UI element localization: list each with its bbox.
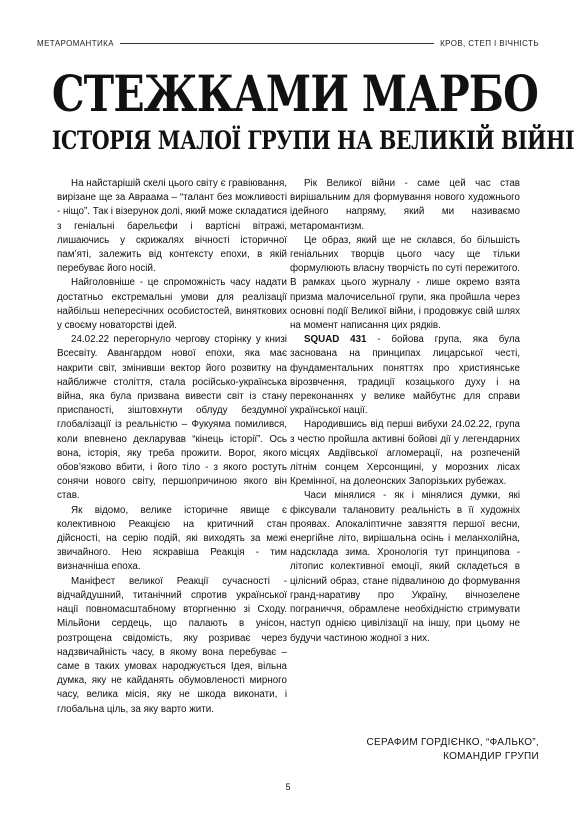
running-header [37,36,539,50]
paragraph-text: Народившись від перші вибухи 24.02.22, група з честю пройшла активні бойові дії у легендарних місцях Авдіївської агломерації, на розпеченій літнім сонцем Херсонщині, у морозних лісах Кремінної, на долеонских Запорізьких рубежах. [290,419,520,488]
page-number: 5 [285,782,291,792]
paragraph [290,418,520,489]
header-chapter-label: КРОВ, СТЕП І ВІЧНІСТЬ [440,38,539,48]
paragraph: Найголовніше - це спроможність часу надати достатньо екстремальні умови для реалізації найбільш непересічних особистостей, виняткових у своєму новаторстві ідей. [57,277,287,332]
author-name: СЕРАФИМ ГОРДІЄНКО, “ФАЛЬКО”, [366,737,539,748]
paragraph [290,333,520,418]
paragraph-text: Рік Великої війни - саме цей час став вирішальним для формування нового художнього ідейного напряму, який ми називаємо метаромантизм. [290,178,520,232]
paragraph: На найстарішій скелі цього світу є гравіювання, вирізане ще за Авраама – “талант без можливості - ніщо”. Так і візерунок долі, який може складатися з геніальні барельєфи і вартісні вітражі, лишаючись у скрижалях вічності історичної пам’яті, залежить від контексту епохи, в якій перебуває його носій. [57,178,287,275]
header-section-label: МЕТАРОМАНТИКА [37,38,114,48]
paragraph: Маніфест великої Реакції сучасності - відчайдушний, титанічний спротив української нації повномасштабному вторгненню зі Сходу. Мільйони сердець, що палають в унісон, розтрощена свідомість, яку розриває через надзвичайність часу, в якому вона перебуває – саме в таких умовах народжується Ідея, вільна думка, яку не кайданять обумовленості мирного часу, велика місія, яку не шкода виконати, і глобальна ціль, за яку варто жити. [57,575,287,715]
right-column [290,177,520,646]
paragraph [290,234,520,333]
paragraph [290,489,520,645]
paragraph: Як відомо, велике історичне явище є колективною Реакцією на критичний стан дійсності, на серію подій, які виходять за межі звичайного. Нею яскравіша Реакція - тим визначніша епоха. [57,504,287,573]
left-column [57,177,287,717]
author-signature [239,736,539,764]
paragraph-text: Часи мінялися - як і мінялися думки, які фіксували талановиту реальність в її художніх проявах. Апокаліптичне завзяття першої весни, енергійне літо, вирішальна осінь і меланхолійна, надсклада зима. Хронологія тут принципова - літопис колективної емоції, який складеться в цілісний образ, стане підвалиною до формування гранд-наративу про Україну, вічнозелене пограниччя, обрамлене необхідністю стримувати наступ однією цивілізації на іншу, при цьому не будучи частиною жодної з них. [290,490,520,644]
article-title: СТЕЖКАМИ МАРБО [51,64,538,123]
header-rule [120,43,434,44]
paragraph-text: Це образ, який ще не склався, бо більшість геніальних творців цього часу ще тільки формулюють власну творчість по суті пережитого. В рамках цього журналу - лише окремо взята призма малочисельної групи, яка пройшла через основні події Великої війни, і продовжує свій шлях на момент написання цих рядків. [290,234,520,332]
article-subtitle: ІСТОРІЯ МАЛОЇ ГРУПИ НА ВЕЛИКІЙ ВІЙНІ [51,126,575,155]
author-role: КОМАНДИР ГРУПИ [443,751,539,762]
squad-name: SQUAD 431 [304,334,367,346]
paragraph-text: - бойова група, яка була заснована на принципах лицарської честі, фундаментальних поняттях про християнське вірозвчення, традиції козацького духу і на переконаннях у велике майбутнє для справи української нації. [290,334,520,417]
paragraph [290,177,520,234]
paragraph: 24.02.22 перегорнуло чергову сторінку у книзі Всесвіту. Авангардом нової епохи, яка має накрити світ, змінивши вектор його розвитку на найближче століття, стала російсько-українська війна, яка була призвана вивести світ із стану приспаності, зіштовхнути облуду бездумної глобалізації із реальністю – Фукуяма помилився, коли впевнено декларував “кінець історії”. Ось вона, історія, яку треба прожити. Ворог, якого обов’язково вбити, і його тіло - з якого ростуть сонячи нового світу, першопричиною якого він став. [57,334,287,502]
